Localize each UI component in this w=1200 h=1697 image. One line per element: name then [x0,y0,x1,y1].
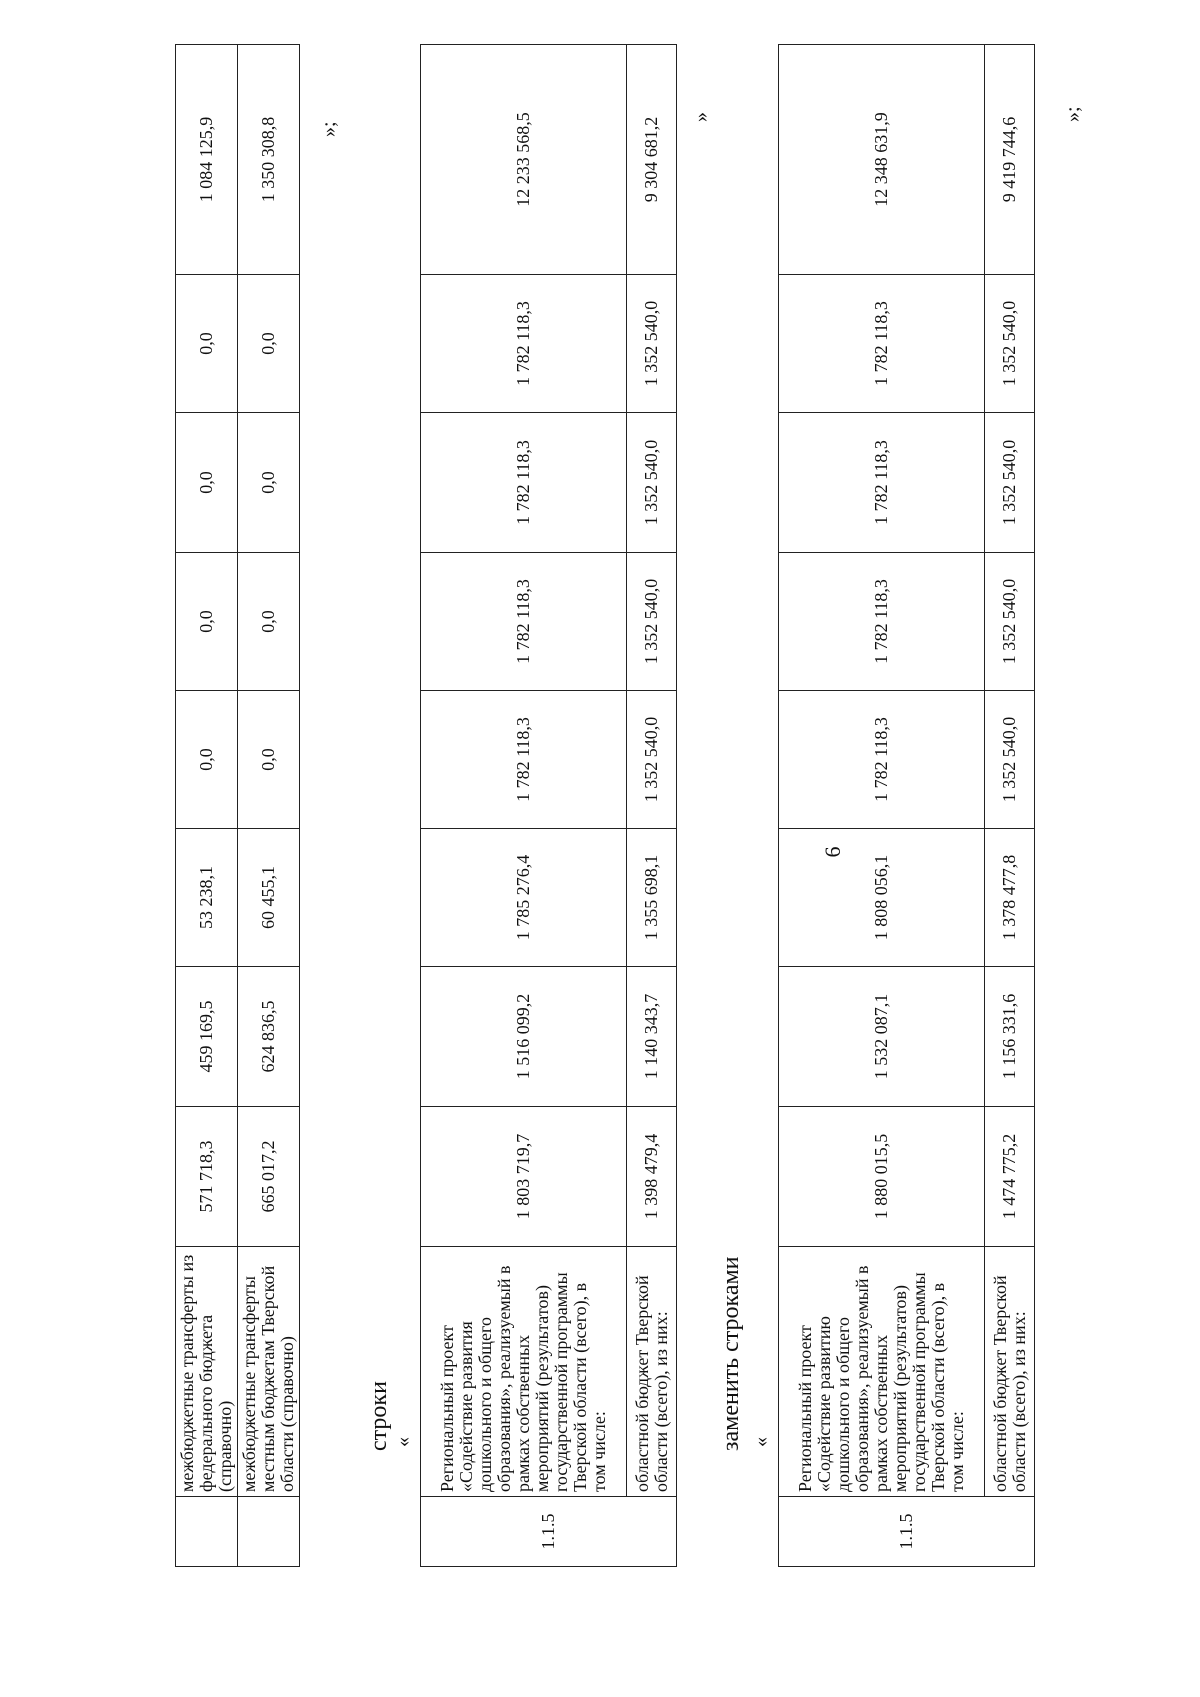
page-number: 6 [820,846,845,858]
table-continuation [175,44,300,1567]
row-code [176,1497,238,1567]
cell-value: 1 782 118,3 [421,413,627,553]
cell-value: 0,0 [238,413,300,553]
open-quote: « [750,1437,772,1447]
cell-value: 0,0 [176,553,238,691]
section-heading-old: строки [366,1381,392,1451]
cell-value: 0,0 [176,691,238,829]
cell-value: 1 352 540,0 [627,691,677,829]
cell-value: 1 782 118,3 [421,691,627,829]
table-row [627,45,677,1567]
table-row [176,45,238,1567]
cell-value: 1 782 118,3 [779,553,985,691]
cell-value: 1 516 099,2 [421,967,627,1107]
row-label: областной бюджет Тверской области (всего), из них: [627,1247,677,1497]
closing-quote: »; [1062,106,1084,122]
closing-quote: »; [318,121,340,137]
cell-value: 1 474 775,2 [985,1107,1035,1247]
table-row [421,45,627,1567]
cell-value: 12 348 631,9 [779,45,985,275]
cell-value: 9 419 744,6 [985,45,1035,275]
cell-value: 665 017,2 [238,1107,300,1247]
cell-value: 60 455,1 [238,829,300,967]
row-label: областной бюджет Тверской области (всего), из них: [985,1247,1035,1497]
open-quote: « [392,1437,414,1447]
cell-value: 1 352 540,0 [627,413,677,553]
table-old-rows [420,44,677,1567]
table-row [985,45,1035,1567]
cell-value: 1 352 540,0 [985,275,1035,413]
cell-value: 0,0 [176,275,238,413]
section-heading-new: заменить строками [718,1256,744,1451]
cell-value: 1 378 477,8 [985,829,1035,967]
row-code [238,1497,300,1567]
cell-value: 1 352 540,0 [985,413,1035,553]
closing-quote: » [690,112,712,122]
cell-value: 1 398 479,4 [627,1107,677,1247]
cell-value: 571 718,3 [176,1107,238,1247]
cell-value: 1 782 118,3 [779,691,985,829]
cell-value: 1 156 331,6 [985,967,1035,1107]
cell-value: 9 304 681,2 [627,45,677,275]
cell-value: 624 836,5 [238,967,300,1107]
cell-value: 0,0 [238,553,300,691]
cell-value: 1 782 118,3 [779,413,985,553]
cell-value: 1 785 276,4 [421,829,627,967]
cell-value: 1 532 087,1 [779,967,985,1107]
cell-value: 1 352 540,0 [627,553,677,691]
row-label: межбюджетные трансферты из федерального бюджета (справочно) [176,1247,238,1497]
row-code: 1.1.5 [421,1497,677,1567]
table-new-rows [778,44,1035,1567]
cell-value: 1 352 540,0 [985,691,1035,829]
cell-value: 1 355 698,1 [627,829,677,967]
cell-value: 0,0 [238,275,300,413]
cell-value: 1 140 343,7 [627,967,677,1107]
cell-value: 1 352 540,0 [985,553,1035,691]
row-label: межбюджетные трансферты местным бюджетам Тверской области (справочно) [238,1247,300,1497]
cell-value: 53 238,1 [176,829,238,967]
table-row [779,45,985,1567]
row-label: Региональный проект «Содействие развитию дошкольного и общего образования», реализуемый в рамках собственных мероприятий (результатов) государственной программы Тверской области (всего), в том числе: [779,1247,985,1497]
cell-value: 1 352 540,0 [627,275,677,413]
cell-value: 1 803 719,7 [421,1107,627,1247]
cell-value: 1 782 118,3 [779,275,985,413]
table-row [238,45,300,1567]
cell-value: 0,0 [238,691,300,829]
cell-value: 1 782 118,3 [421,275,627,413]
row-code: 1.1.5 [779,1497,1035,1567]
cell-value: 1 808 056,1 [779,829,985,967]
cell-value: 1 880 015,5 [779,1107,985,1247]
cell-value: 1 084 125,9 [176,45,238,275]
cell-value: 0,0 [176,413,238,553]
cell-value: 1 782 118,3 [421,553,627,691]
row-label: Региональный проект «Содействие развития дошкольного и общего образования», реализуемый в рамках собственных мероприятий (результатов) государственной программы Тверской области (всего), в том числе: [421,1247,627,1497]
cell-value: 1 350 308,8 [238,45,300,275]
cell-value: 459 169,5 [176,967,238,1107]
cell-value: 12 233 568,5 [421,45,627,275]
